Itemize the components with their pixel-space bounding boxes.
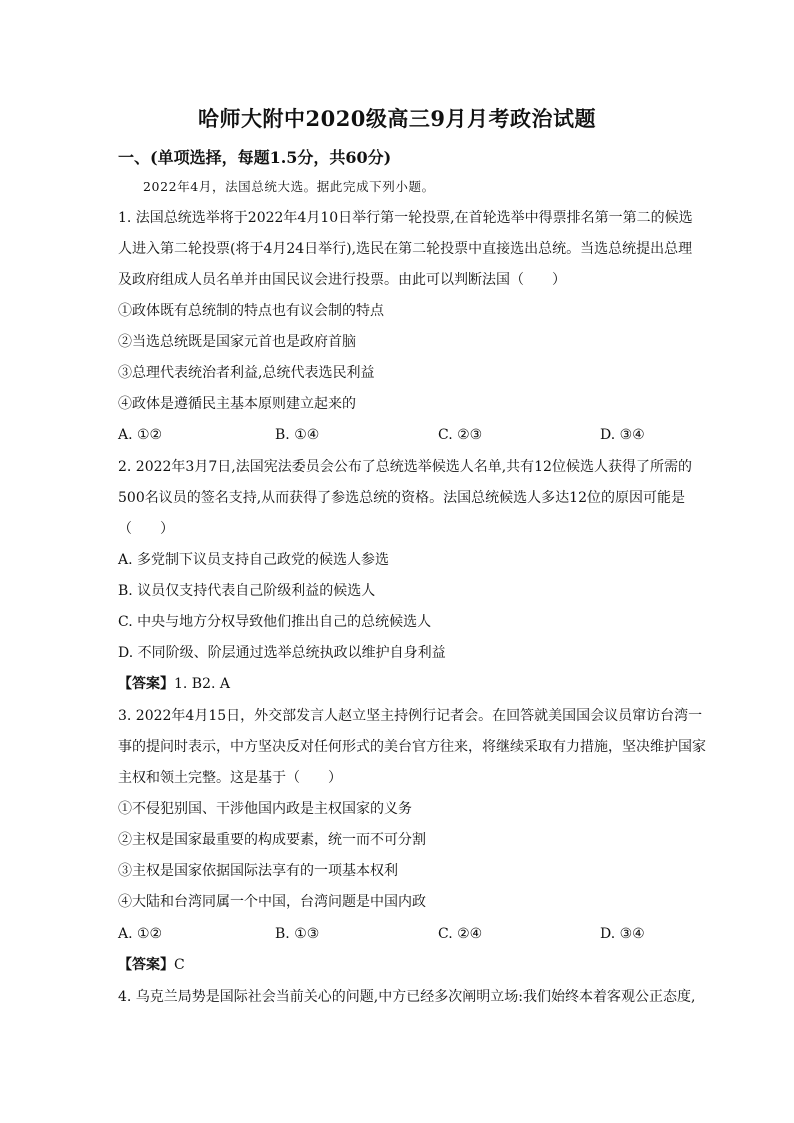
q3-option-c: C. ②④ bbox=[438, 926, 483, 942]
q3-item-2: ②主权是国家最重要的构成要素，统一而不可分割 bbox=[118, 832, 426, 848]
q1-option-c: C. ②③ bbox=[438, 427, 483, 443]
page-title: 哈师大附中2020级高三9月月考政治试题 bbox=[197, 106, 597, 131]
q3-option-a: A. ①② bbox=[118, 926, 163, 942]
q3-line-2: 事的提问时表示，中方坚决反对任何形式的美台官方往来，将继续采取有力措施，坚决维护国家 bbox=[118, 739, 706, 755]
q2-line-2: 500名议员的签名支持,从而获得了参选总统的资格。法国总统候选人多达12位的原因可能是 bbox=[118, 490, 685, 506]
q2-option-d: D. 不同阶级、阶层通过选举总统执政以维护自身利益 bbox=[118, 645, 446, 661]
section-heading: 一、(单项选择，每题1.5分，共60分) bbox=[118, 148, 392, 167]
answer-3 bbox=[118, 956, 185, 974]
q2-line-1: 2. 2022年3月7日,法国宪法委员会公布了总统选举候选人名单,共有12位候选人获得了所需的 bbox=[118, 459, 692, 475]
q2-option-b: B. 议员仅支持代表自己阶级利益的候选人 bbox=[118, 583, 376, 599]
q1-item-2: ②当选总统既是国家元首也是政府首脑 bbox=[118, 334, 356, 350]
q1-option-a: A. ①② bbox=[118, 427, 163, 443]
q1-item-3: ③总理代表统治者利益,总统代表选民利益 bbox=[118, 365, 375, 381]
q3-option-d: D. ③④ bbox=[600, 926, 645, 942]
q1-line-1: 1. 法国总统选举将于2022年4月10日举行第一轮投票,在首轮选举中得票排名第一第二的候选 bbox=[118, 210, 693, 226]
q3-item-1: ①不侵犯别国、干涉他国内政是主权国家的义务 bbox=[118, 801, 412, 817]
q1-item-4: ④政体是遵循民主基本原则建立起来的 bbox=[118, 396, 356, 412]
q3-item-3: ③主权是国家依据国际法享有的一项基本权利 bbox=[118, 863, 398, 879]
q4-line-1: 4. 乌克兰局势是国际社会当前关心的问题,中方已经多次阐明立场:我们始终本着客观公正态度, bbox=[118, 989, 696, 1005]
q1-line-2: 人进入第二轮投票(将于4月24日举行),选民在第二轮投票中直接选出总统。当选总统提出总理 bbox=[118, 241, 693, 257]
q1-option-d: D. ③④ bbox=[600, 427, 645, 443]
q1-item-1: ①政体既有总统制的特点也有议会制的特点 bbox=[118, 303, 384, 319]
answer-label: 【答案】 bbox=[118, 676, 174, 692]
answer-1 bbox=[118, 675, 230, 693]
q3-line-1: 3. 2022年4月15日，外交部发言人赵立坚主持例行记者会。在回答就美国国会议员窜访台湾一 bbox=[118, 708, 703, 724]
q1-line-3: 及政府组成人员名单并由国民议会进行投票。由此可以判断法国（ ） bbox=[118, 272, 566, 288]
intro-text: 2022年4月，法国总统大选。据此完成下列小题。 bbox=[143, 179, 435, 194]
answer-value: C bbox=[174, 957, 185, 973]
q2-option-c: C. 中央与地方分权导致他们推出自己的总统候选人 bbox=[118, 614, 432, 630]
answer-label: 【答案】 bbox=[118, 957, 174, 973]
q1-option-b: B. ①④ bbox=[275, 427, 320, 443]
answer-value: 1. B2. A bbox=[174, 676, 231, 692]
q3-item-4: ④大陆和台湾同属一个中国，台湾问题是中国内政 bbox=[118, 894, 426, 910]
q3-line-3: 主权和领土完整。这是基于（ ） bbox=[118, 770, 342, 786]
q2-option-a: A. 多党制下议员支持自己政党的候选人参选 bbox=[118, 552, 390, 568]
q3-option-b: B. ①③ bbox=[275, 926, 320, 942]
q2-line-3: （ ） bbox=[118, 521, 174, 537]
